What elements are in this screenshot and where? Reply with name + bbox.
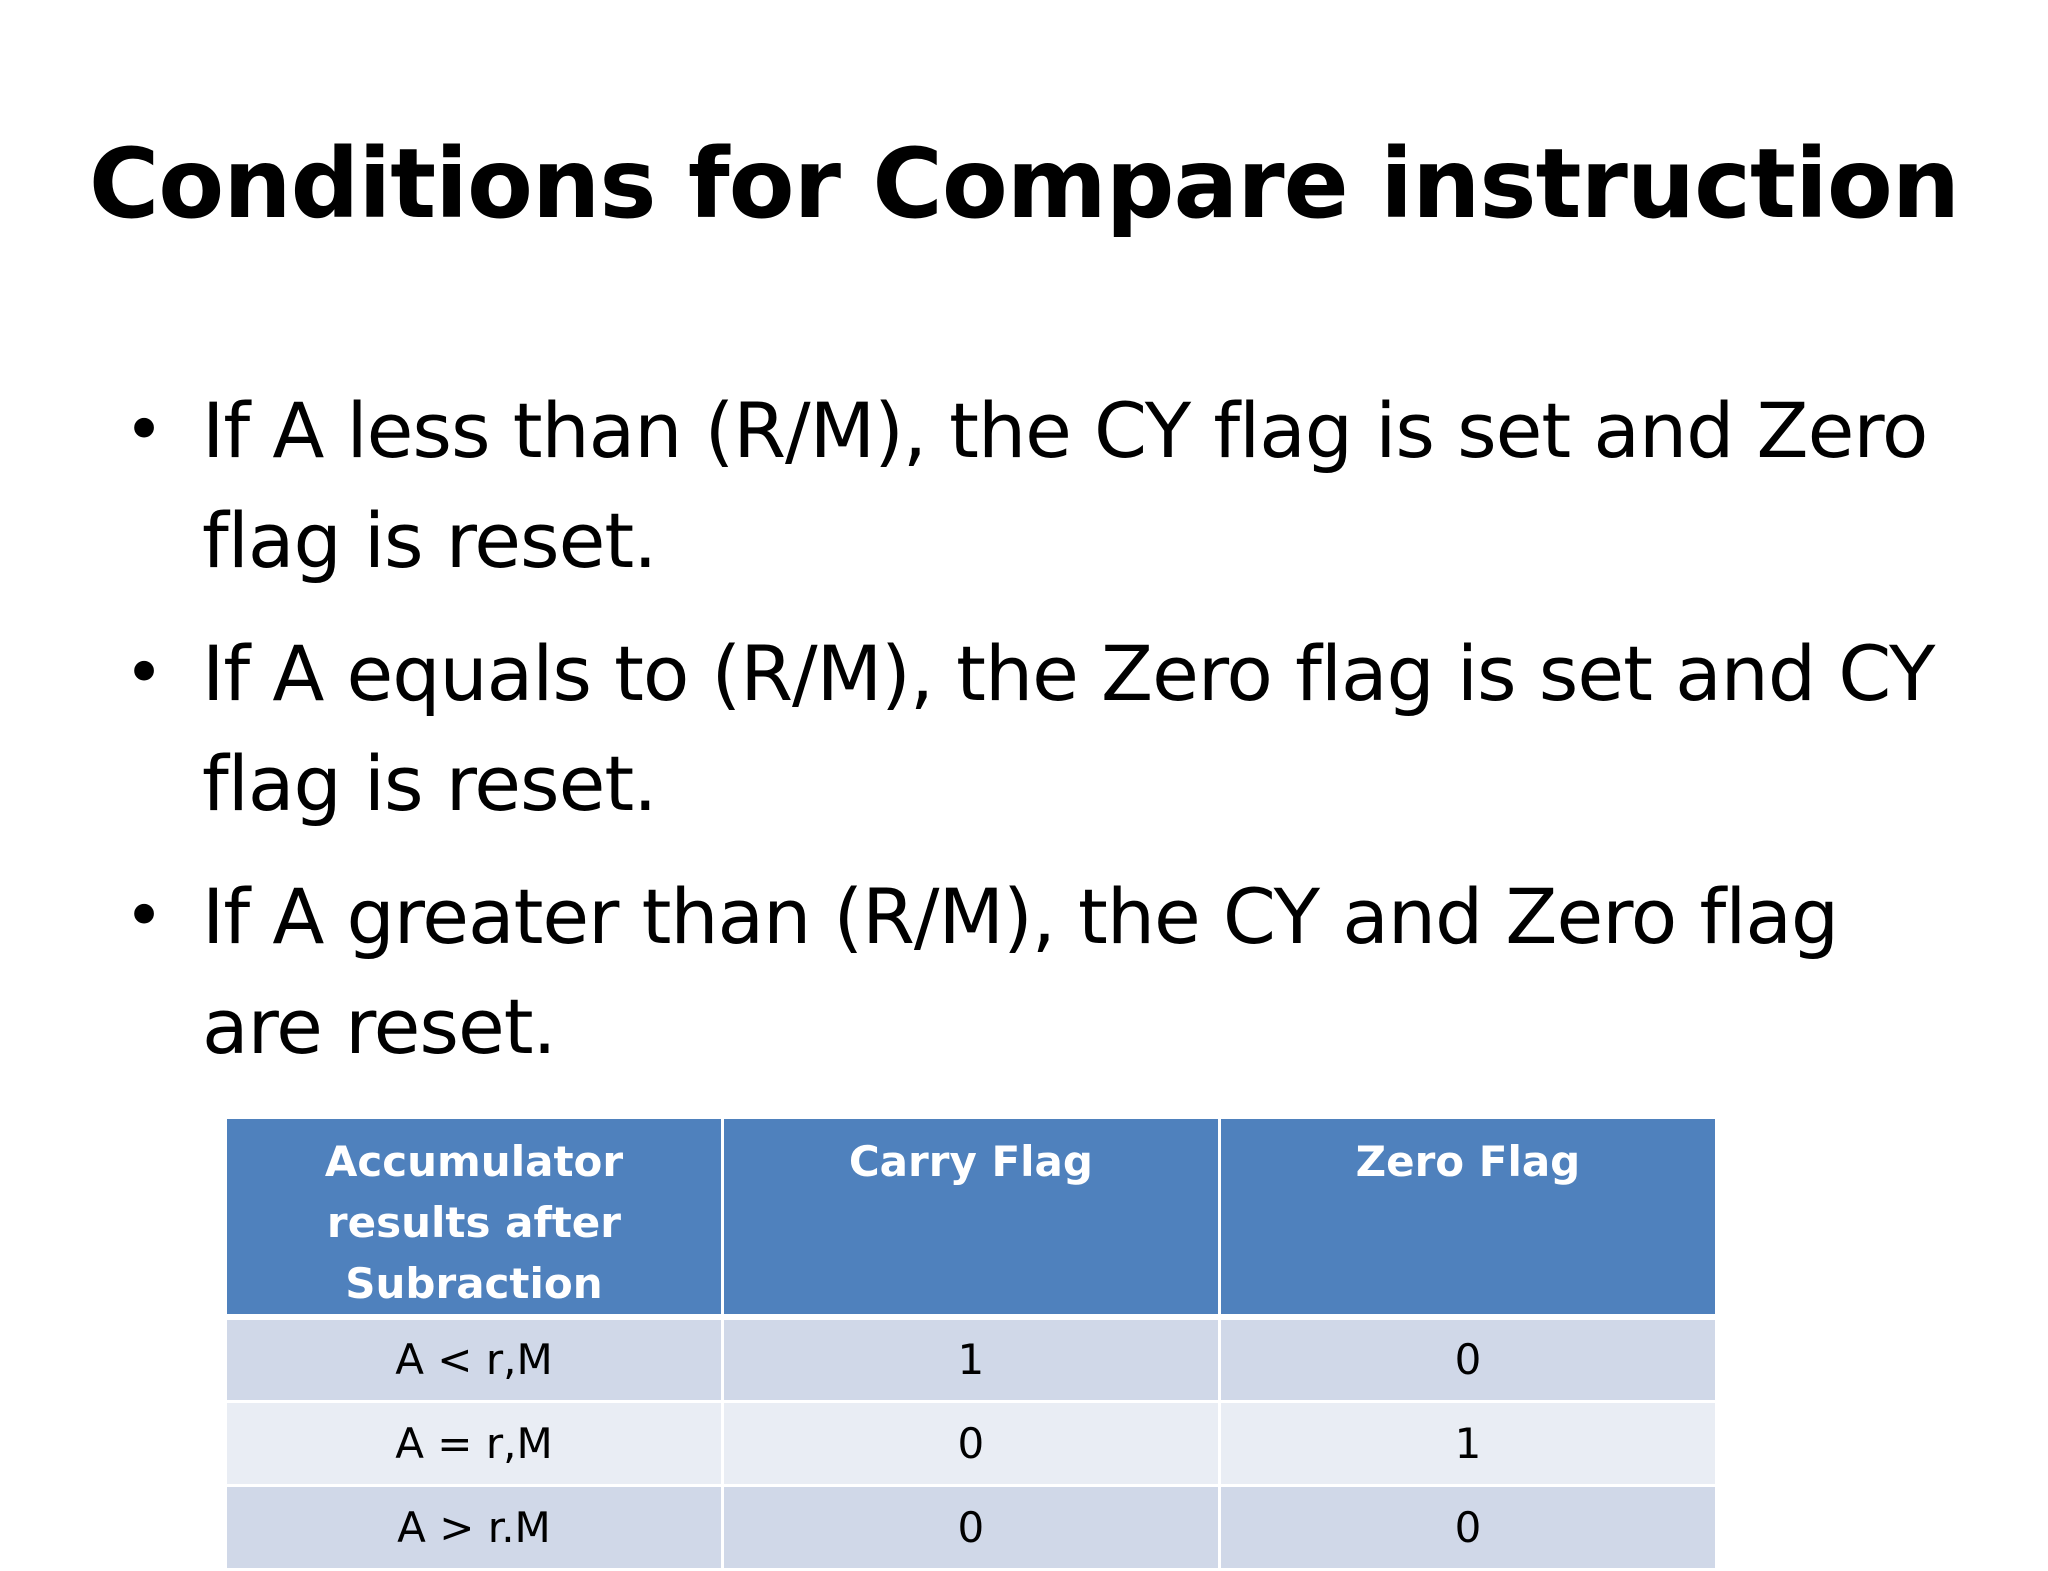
header-carry-flag: Carry Flag <box>722 1118 1219 1318</box>
bullet-item <box>118 376 1958 596</box>
table-row <box>226 1401 1717 1485</box>
bullet-dot-icon: • <box>124 877 164 956</box>
cell-carry: 0 <box>722 1401 1219 1485</box>
bullet-list <box>118 376 1958 1105</box>
header-accumulator-results: Accumulator results after Subraction <box>226 1118 723 1318</box>
cell-zero: 0 <box>1219 1317 1716 1401</box>
cell-condition: A < r,M <box>226 1317 723 1401</box>
bullet-item <box>118 862 1958 1082</box>
bullet-item <box>118 619 1958 839</box>
header-zero-flag: Zero Flag <box>1219 1118 1716 1318</box>
slide-title: Conditions for Compare instruction <box>88 128 1960 240</box>
flag-table <box>224 1116 1718 1571</box>
cell-carry: 0 <box>722 1485 1219 1569</box>
bullet-text: If A equals to (R/M), the Zero flag is set and CY flag is reset. <box>202 629 1935 828</box>
bullet-dot-icon: • <box>124 634 164 713</box>
cell-condition: A = r,M <box>226 1401 723 1485</box>
cell-zero: 0 <box>1219 1485 1716 1569</box>
cell-condition: A > r.M <box>226 1485 723 1569</box>
table-row <box>226 1317 1717 1401</box>
bullet-text: If A greater than (R/M), the CY and Zero flag are reset. <box>202 872 1839 1071</box>
bullet-dot-icon: • <box>124 391 164 470</box>
table-header-row <box>226 1118 1717 1318</box>
table-row <box>226 1485 1717 1569</box>
cell-zero: 1 <box>1219 1401 1716 1485</box>
cell-carry: 1 <box>722 1317 1219 1401</box>
bullet-text: If A less than (R/M), the CY flag is set and Zero flag is reset. <box>202 386 1928 585</box>
